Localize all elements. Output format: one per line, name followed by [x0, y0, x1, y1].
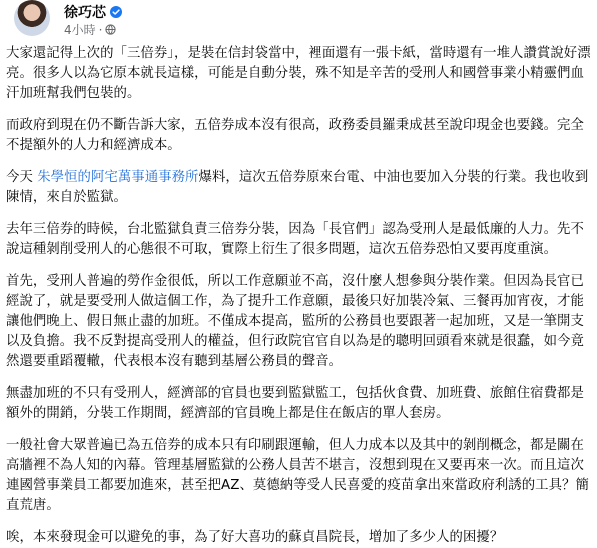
paragraph-text: 大家還記得上次的「三倍券」，是裝在信封袋當中，裡面還有一張卡紙，當時還有一堆人讚賞說好漂亮。很多人以為它原本就長這樣，可能是自動分裝，殊不知是辛苦的受刑人和國營事業小精靈們血汗加班幫我們包裝的。 [6, 46, 591, 101]
paragraph-text: 首先，受刑人普遍的勞作金很低，所以工作意願並不高，沒什麼人想參與分裝作業。但因為長官已經說了，就是要受刑人做這個工作，為了提升工作意願，最後只好加裝冷氣、三餐再加宵夜，才能讓他們晚上、假日無止盡的加班。不僅成本提高，監所的公務員也要跟著一起加班，又是一筆開支以及負擔。我不反對提高受刑人的權益，但行政院官官自以為是的聰明回頭看來就是很蠢，如今竟然還要重蹈覆轍，代表根本沒有聽到基層公務員的聲音。 [6, 274, 584, 369]
paragraph-text: 無盡加班的不只有受刑人，經濟部的官員也要到監獄監工，包括伙食費、加班費、旅館住宿費都是額外的開銷，分裝工作期間，經濟部的官員晚上都是住在飯店的單人套房。 [6, 386, 584, 421]
paragraph-text: 去年三倍券的時候，台北監獄負責三倍券分裝，因為「長官們」認為受刑人是最低廉的人力。先不說這種剝削受刑人的心態很不可取，實際上衍生了很多問題，這次五倍券恐怕又要再度重演。 [6, 222, 584, 257]
post-paragraph [6, 272, 591, 372]
post-paragraph [6, 168, 591, 208]
paragraph-text: 一般社會大眾普遍已為五倍券的成本只有印刷跟運輸，但人力成本以及其中的剝削概念，都是關在高牆裡不為人知的內幕。管理基層監獄的公務人員苦不堪言，沒想到現在又要再來一次。而且這次連國營事業員工都要加進來，甚至把AZ、莫德納等受人民喜愛的疫苗拿出來當政府利誘的工具？簡直荒唐。 [6, 438, 589, 513]
post-timestamp[interactable]: 4小時 [64, 23, 96, 37]
post-paragraph [6, 116, 591, 156]
author-row [64, 2, 122, 22]
page-link[interactable]: 朱學恒的阿宅萬事通事務所 [37, 170, 199, 185]
paragraph-text: 爆料，這次五倍券原來台電、中油也要加入分裝的行業。我也收到陳情，來自於監獄。 [6, 170, 589, 205]
avatar[interactable] [14, 0, 50, 36]
post-meta [64, 21, 116, 38]
post-paragraph [6, 384, 591, 424]
paragraph-text: 今天 [6, 170, 38, 185]
post-paragraph [6, 436, 591, 516]
meta-separator: · [98, 22, 103, 37]
post-header [6, 0, 591, 42]
post-paragraph [6, 44, 591, 104]
post-paragraph [6, 528, 591, 548]
author-name[interactable]: 徐巧芯 [64, 5, 106, 21]
verified-badge-icon [110, 6, 122, 18]
paragraph-text: 而政府到現在仍不斷告訴大家，五倍券成本沒有很高，政務委員羅秉成甚至說印現金也要錢。完全不提額外的人力和經濟成本。 [6, 118, 584, 153]
post-body [6, 44, 591, 548]
globe-icon[interactable] [105, 24, 116, 35]
post-paragraph [6, 220, 591, 260]
paragraph-text: 唉，本來發現金可以避免的事，為了好大喜功的蘇貞昌院長，增加了多少人的困擾？ [6, 530, 504, 545]
